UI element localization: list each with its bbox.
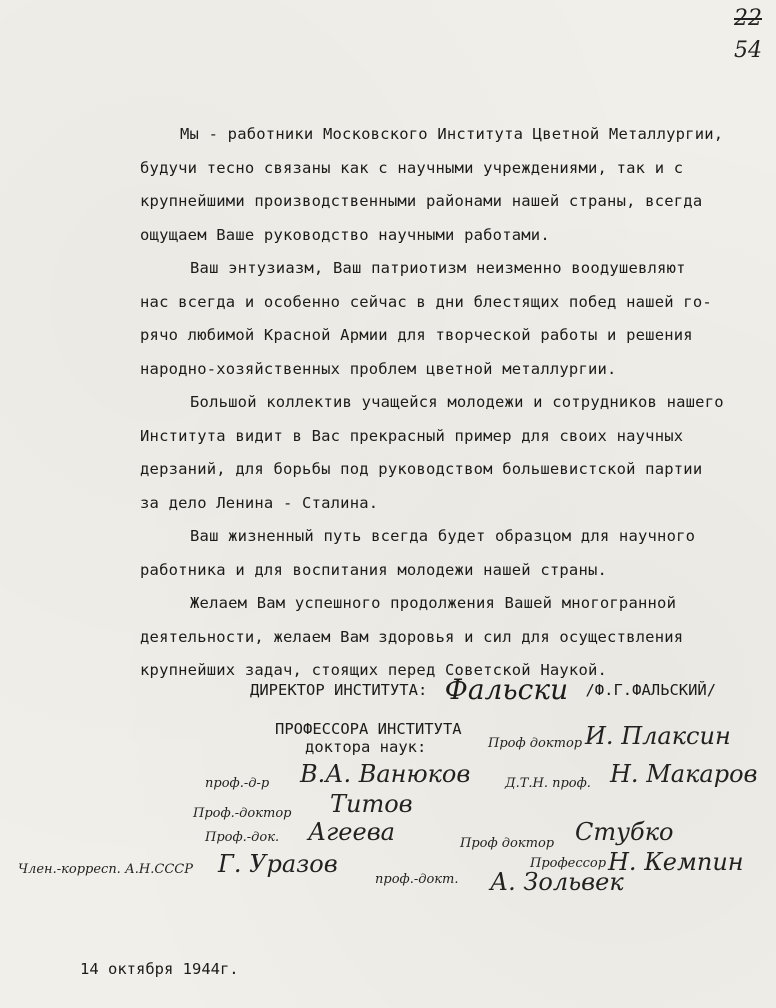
text-line: ощущаем Ваше руководство научными работами. — [140, 225, 550, 244]
signature: В.А. Ванюков — [300, 760, 471, 788]
text-line: Ваш жизненный путь всегда будет образцом для научного — [190, 527, 696, 545]
professors-subheading: доктора наук: — [305, 738, 427, 756]
text-line: Большой коллектив учащейся молодежи и сотрудников нашего — [190, 393, 724, 411]
signature-title: Член.-корресп. А.Н.СССР — [18, 862, 193, 877]
text-line: работника и для воспитания молодежи нашей страны. — [140, 560, 608, 579]
text-line: крупнейших задач, стоящих перед Советской Наукой. — [140, 661, 608, 679]
text-line: дерзаний, для борьбы под руководством большевистской партии — [140, 460, 703, 478]
signature: Агеева — [308, 818, 395, 846]
document-date: 14 октября 1944г. — [80, 960, 239, 978]
signature-title: Проф доктор — [488, 736, 583, 751]
signature-title: Проф.-доктор — [193, 806, 292, 821]
text-line: крупнейшими производственными районами нашей страны, всегда — [140, 192, 703, 210]
text-line: деятельности, желаем Вам здоровья и сил для осуществления — [140, 627, 684, 646]
signature: А. Зольвек — [490, 868, 624, 896]
text-line: Желаем Вам успешного продолжения Вашей многогранной — [190, 594, 677, 612]
signature-title: Проф.-док. — [205, 830, 280, 845]
director-signature-block — [250, 673, 716, 706]
text-line: рячо любимой Красной Армии для творческой работы и решения — [140, 326, 693, 344]
signature: Титов — [330, 790, 413, 818]
text-line: будучи тесно связаны как с научными учреждениями, так и с — [140, 158, 684, 177]
signature: И. Плаксин — [585, 722, 731, 750]
text-line: народно-хозяйственных проблем цветной металлургии. — [140, 359, 617, 378]
text-line: Ваш энтузиазм, Ваш патриотизм неизменно воодушевляют — [190, 259, 686, 277]
text-line: Мы - работники Московского Института Цветной Металлургии, — [180, 125, 724, 143]
signature: Стубко — [575, 818, 674, 846]
signature: Г. Уразов — [218, 850, 338, 878]
signature-title: проф.-д-р — [205, 776, 270, 791]
text-line: нас всегда и особенно сейчас в дни блестящих побед нашей го- — [140, 292, 712, 311]
letter-body — [140, 118, 772, 688]
director-name: /Ф.Г.ФАЛЬСКИЙ/ — [585, 681, 717, 699]
archive-number: 54 — [734, 38, 762, 63]
director-label: ДИРЕКТОР ИНСТИТУТА: — [250, 681, 428, 699]
text-line: за дело Ленина - Сталина. — [140, 493, 379, 512]
paragraph-2 — [140, 252, 772, 386]
signature: Н. Макаров — [610, 760, 758, 788]
paragraph-1 — [140, 118, 772, 252]
signature-title: Профессор — [530, 856, 607, 871]
director-signature: Фальски — [444, 673, 569, 706]
signature: Н. Кемпин — [608, 848, 744, 876]
professors-heading-block — [275, 720, 462, 756]
paragraph-4 — [140, 520, 772, 587]
text-line: Института видит в Вас прекрасный пример для своих научных — [140, 426, 684, 445]
paragraph-3 — [140, 386, 772, 520]
signature-title: Проф доктор — [460, 836, 555, 851]
signature-title: Д.Т.Н. проф. — [505, 776, 591, 791]
archive-number-old: 22 — [734, 6, 762, 31]
professors-heading: ПРОФЕССОРА ИНСТИТУТА — [275, 720, 462, 738]
signature-title: проф.-докт. — [375, 872, 459, 887]
